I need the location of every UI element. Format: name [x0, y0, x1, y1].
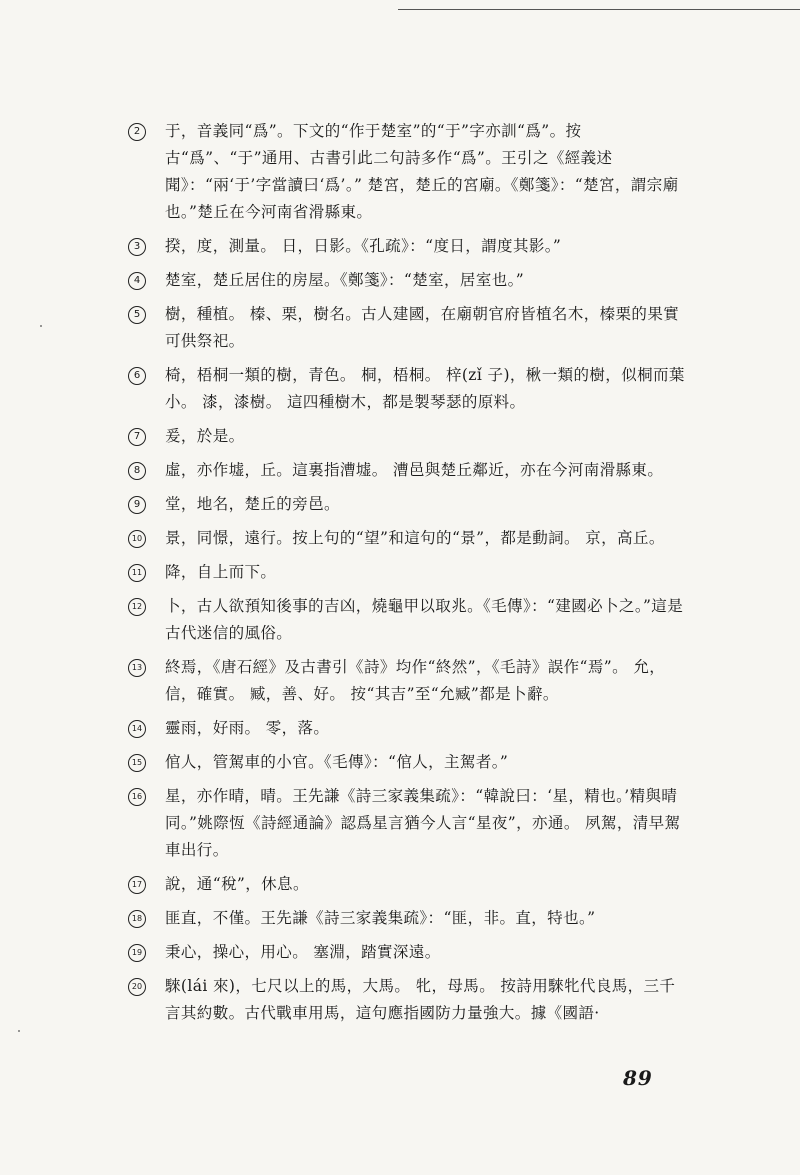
scan-speck: [40, 325, 42, 327]
note-marker: 20: [128, 978, 146, 996]
note-text: 楚室，楚丘居住的房屋。《鄭箋》：“楚室，居室也。”: [165, 271, 525, 289]
note-item: [128, 118, 688, 226]
note-text: 說，通“稅”，休息。: [165, 875, 309, 893]
note-marker: 18: [128, 910, 146, 928]
note-text: 匪直，不僅。王先謙《詩三家義集疏》：“匪，非。直，特也。”: [165, 909, 596, 927]
note-marker: 4: [128, 272, 146, 290]
note-marker: 16: [128, 788, 146, 806]
note-marker: 13: [128, 659, 146, 677]
note-item: [128, 593, 688, 647]
note-marker: 7: [128, 428, 146, 446]
note-text: 爰，於是。: [165, 427, 245, 445]
note-marker: 2: [128, 123, 146, 141]
note-marker: 5: [128, 306, 146, 324]
note-marker: 9: [128, 496, 146, 514]
note-text: 揆，度，測量。 日，日影。《孔疏》：“度日，謂度其影。”: [165, 237, 562, 255]
note-marker: 3: [128, 238, 146, 256]
note-text: 景，同憬，遠行。按上句的“望”和這句的“景”，都是動詞。 京，高丘。: [165, 529, 665, 547]
note-item: [128, 362, 688, 416]
note-item: [128, 939, 688, 966]
note-text: 卜，古人欲預知後事的吉凶，燒龜甲以取兆。《毛傳》：“建國必卜之。”這是古代迷信的風俗。: [165, 597, 684, 642]
page-number: 89: [623, 1066, 653, 1090]
note-item: [128, 871, 688, 898]
note-item: [128, 525, 688, 552]
note-text: 虛，亦作墟，丘。這裏指漕墟。 漕邑與楚丘鄰近，亦在今河南滑縣東。: [165, 461, 664, 479]
note-text: 倌人，管駕車的小官。《毛傳》：“倌人，主駕者。”: [165, 753, 509, 771]
note-item: [128, 301, 688, 355]
note-item: [128, 423, 688, 450]
note-marker: 12: [128, 598, 146, 616]
note-marker: 15: [128, 754, 146, 772]
note-item: [128, 973, 688, 1027]
note-item: [128, 491, 688, 518]
note-text: 于，音義同“爲”。下文的“作于楚室”的“于”字亦訓“爲”。按古“爲”、“于”通用、古書引此二句詩多作“爲”。王引之《經義述聞》：“兩‘于’字當讀曰‘爲’。” 楚宮，楚丘的宮廟。《鄭箋》：“楚宮，謂宗廟也。”楚丘在今河南省滑縣東。: [165, 122, 679, 221]
note-item: [128, 233, 688, 260]
note-marker: 19: [128, 944, 146, 962]
note-text: 椅，梧桐一類的樹，青色。 桐，梧桐。 梓(zǐ 子)，楸一類的樹，似桐而葉小。 漆，漆樹。 這四種樹木，都是製琴瑟的原料。: [165, 366, 685, 411]
note-marker: 10: [128, 530, 146, 548]
note-item: [128, 267, 688, 294]
note-marker: 11: [128, 564, 146, 582]
note-marker: 14: [128, 720, 146, 738]
note-text: 降，自上而下。: [165, 563, 277, 581]
note-text: 秉心，操心，用心。 塞淵，踏實深遠。: [165, 943, 441, 961]
note-item: [128, 559, 688, 586]
note-item: [128, 749, 688, 776]
note-text: 騋(lái 來)，七尺以上的馬，大馬。 牝，母馬。 按詩用騋牝代良馬，三千言其約數。古代戰車用馬，這句應指國防力量強大。據《國語·: [165, 977, 676, 1022]
scan-speck: [18, 1030, 20, 1032]
note-item: [128, 905, 688, 932]
top-rule: [398, 9, 800, 10]
note-text: 星，亦作晴，晴。王先謙《詩三家義集疏》：“韓說曰：‘星，精也。’精與晴同。”姚際恆《詩經通論》認爲星言猶今人言“星夜”，亦通。 夙駕，清早駕車出行。: [165, 787, 681, 859]
note-marker: 17: [128, 876, 146, 894]
annotation-list: [128, 118, 688, 1034]
note-item: [128, 715, 688, 742]
note-marker: 6: [128, 367, 146, 385]
note-text: 樹，種植。 榛、栗，樹名。古人建國，在廟朝官府皆植名木，榛栗的果實可供祭祀。: [165, 305, 680, 350]
note-text: 堂，地名，楚丘的旁邑。: [165, 495, 340, 513]
note-item: [128, 457, 688, 484]
note-item: [128, 783, 688, 864]
note-marker: 8: [128, 462, 146, 480]
note-text: 靈雨，好雨。 零，落。: [165, 719, 330, 737]
note-text: 終焉，《唐石經》及古書引《詩》均作“終然”，《毛詩》誤作“焉”。 允，信，確實。 臧，善、好。 按“其吉”至“允臧”都是卜辭。: [165, 658, 666, 703]
note-item: [128, 654, 688, 708]
